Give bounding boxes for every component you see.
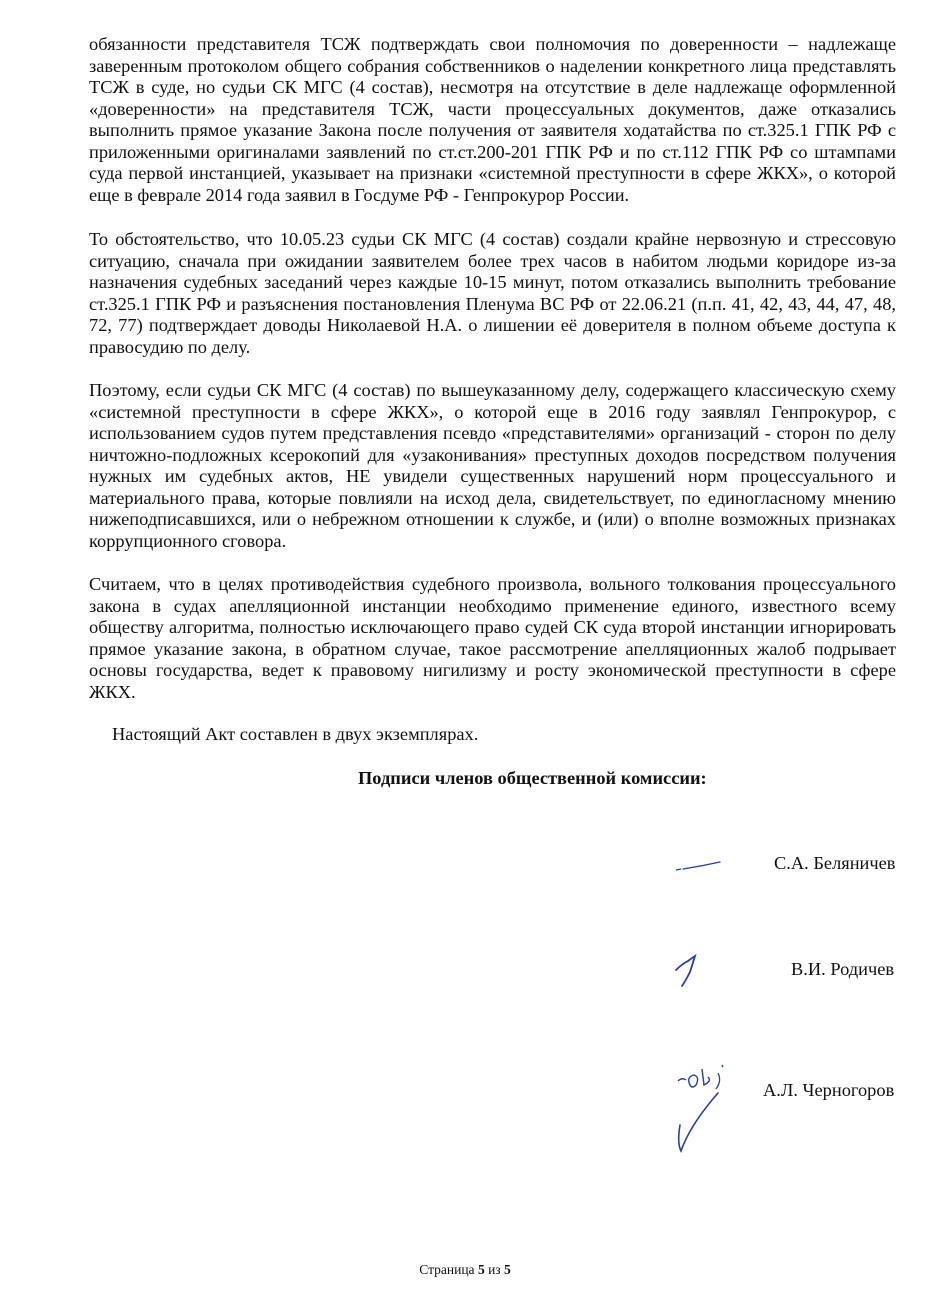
signatures-heading: Подписи членов общественной комиссии: bbox=[358, 768, 707, 788]
footer-middle: из bbox=[488, 1262, 501, 1277]
signer-name-3: А.Л. Черногоров bbox=[763, 1080, 895, 1100]
signer-name-2: В.И. Родичев bbox=[791, 959, 895, 979]
closing-statement: Настоящий Акт составлен в двух экземплярах. bbox=[112, 724, 479, 744]
paragraph-4: Считаем, что в целях противодействия судебного произвола, вольного толкования процессуального закона в судах апелляционной инстанции необходимо применение единого, известного всему обществу алгоритма, полностью исключающего право судей СК суда второй инстанции игнорировать прямое указание закона, в обратном случае, такое рассмотрение апелляционных жалоб подрывает основы государства, ведет к правовому нигилизму и росту экономической преступности в сфере ЖКХ. bbox=[89, 574, 896, 702]
signer-name-1: С.А. Беляничев bbox=[774, 853, 896, 873]
paragraph-1: обязанности представителя ТСЖ подтверждать свои полномочия по доверенности – надлежаще заверенным протоколом общего собрания собственников о наделении конкретного лица представлять ТСЖ в суде, но судьи СК МГС (4 состав), несмотря на отсутствие в деле надлежаще оформленной «доверенности» на представителя ТСЖ, части процессуальных документов, даже отказались выполнить прямое указание Закона после получения от заявителя ходатайства по ст.325.1 ГПК РФ с приложенными оригиналами заявлений по ст.ст.200-201 ГПК РФ и по ст.112 ГПК РФ со штампами суда первой инстанцией, указывает на признаки «системной преступности в сфере ЖКХ», о которой еще в феврале 2014 года заявил в Госдуме РФ - Генпрокурор России. bbox=[89, 34, 896, 205]
page-footer bbox=[0, 1259, 930, 1281]
footer-total-pages: 5 bbox=[504, 1262, 511, 1277]
paragraph-3: Поэтому, если судьи СК МГС (4 состав) по вышеуказанному делу, содержащего классическую схему «системной преступности в сфере ЖКХ», о которой еще в 2016 году заявлял Генпрокурор, с использованием судов путем представления псевдо «представителями» организаций - сторон по делу ничтожно-подложных ксерокопий для «узаконивания» преступных доходов посредством получения нужных им судебных актов, НЕ увидели существенных нарушений норм процессуального и материального права, которые повлияли на исход дела, свидетельствует, по единогласному мнению нижеподписавшихся, или о небрежном отношении к службе, и (или) о вполне возможных признаках коррупционного сговора. bbox=[89, 380, 896, 551]
footer-prefix: Страница bbox=[419, 1262, 475, 1277]
signature-3 bbox=[668, 1055, 738, 1155]
signature-1 bbox=[672, 853, 732, 883]
paragraph-2: То обстоятельство, что 10.05.23 судьи СК МГС (4 состав) создали крайне нервозную и стрессовую ситуацию, сначала при ожидании заявителем более трех часов в набитом людьми коридоре из-за назначения судебных заседаний через каждые 10-15 минут, потом отказались выполнить требование ст.325.1 ГПК РФ и разъяснения постановления Пленума ВС РФ от 22.06.21 (п.п. 41, 42, 43, 44, 47, 48, 72, 77) подтверждает доводы Николаевой Н.А. о лишении её доверителя в полном объеме доступа к правосудию по делу. bbox=[89, 229, 896, 357]
footer-current-page: 5 bbox=[477, 1262, 485, 1277]
signature-2 bbox=[668, 948, 708, 990]
